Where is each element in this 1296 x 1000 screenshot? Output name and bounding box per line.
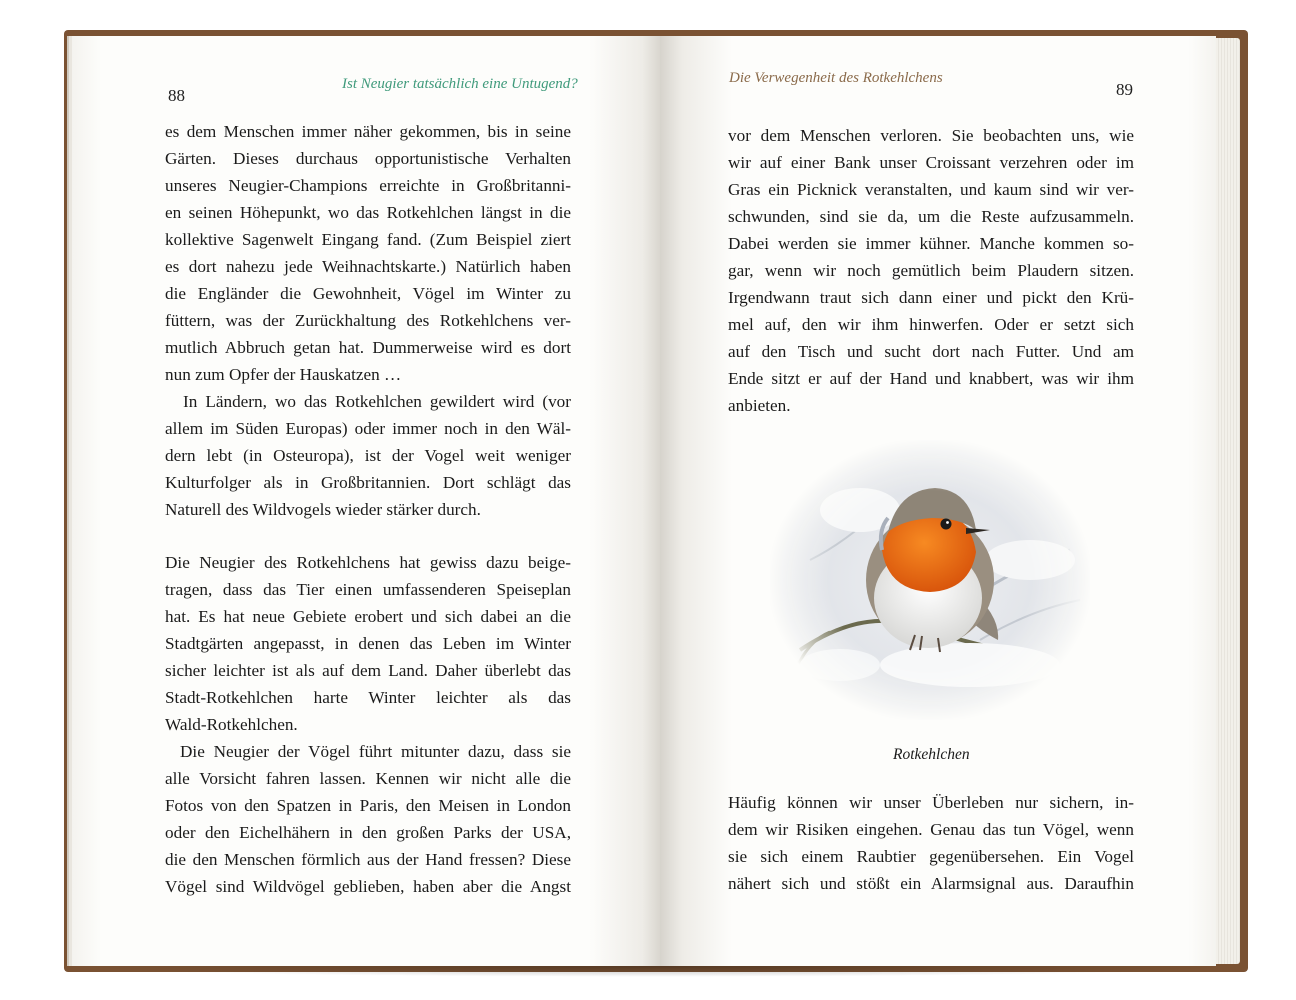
text-line: Naturell des Wildvogels wieder stärker durch. bbox=[165, 500, 481, 519]
text-line: alle Vorsicht fahren lassen. Kennen wir nicht alle die bbox=[165, 769, 571, 788]
text-line: nähert sich und stößt ein Alarmsignal aus. Daraufhin bbox=[728, 874, 1134, 893]
text-line: unseres Neugier-Champions erreichte in Großbritanni- bbox=[165, 176, 571, 195]
running-head-right: Die Verwegenheit des Rotkehlchens bbox=[729, 70, 943, 86]
text-line: die Engländer die Gewohnheit, Vögel im Winter zu bbox=[165, 284, 571, 303]
text-line: mutlich Abbruch getan hat. Dummerweise wird es dort bbox=[165, 338, 571, 357]
text-line: schwunden, sind sie da, um die Reste aufzusammeln. bbox=[728, 207, 1134, 226]
text-line: wir auf einer Bank unser Croissant verzehren oder im bbox=[728, 153, 1134, 172]
text-line: nun zum Opfer der Hauskatzen … bbox=[165, 365, 402, 384]
text-line: dem wir Risiken eingehen. Genau das tun Vögel, wenn bbox=[728, 820, 1134, 839]
text-line: Die Neugier des Rotkehlchens hat gewiss dazu beige- bbox=[165, 553, 571, 572]
text-line: Irgendwann traut sich dann einer und pickt den Krü- bbox=[728, 288, 1134, 307]
text-line: die den Menschen förmlich aus der Hand fressen? Diese bbox=[165, 850, 571, 869]
text-line: Wald-Rotkehlchen. bbox=[165, 715, 298, 734]
text-line: füttern, was der Zurückhaltung des Rotkehlchens ver- bbox=[165, 311, 571, 330]
text-line: hat. Es hat neue Gebiete erobert und sich dabei an die bbox=[165, 607, 571, 626]
text-line: gar, wenn wir noch gemütlich beim Plaudern sitzen. bbox=[728, 261, 1134, 280]
page-edges bbox=[1216, 38, 1240, 964]
text-line: tragen, dass das Tier einen umfassenderen Speiseplan bbox=[165, 580, 571, 599]
text-line: Häufig können wir unser Überleben nur sichern, in- bbox=[728, 793, 1134, 812]
text-line: Fotos von den Spatzen in Paris, den Meisen in London bbox=[165, 796, 571, 815]
text-line: es dem Menschen immer näher gekommen, bis in seine bbox=[165, 122, 571, 141]
text-line: Vögel sind Wildvögel geblieben, haben aber die Angst bbox=[165, 877, 571, 896]
text-line: mel auf, den wir ihm hinwerfen. Oder er setzt sich bbox=[728, 315, 1134, 334]
robin-photo bbox=[770, 440, 1090, 720]
text-line: oder den Eichelhähern in den großen Parks der USA, bbox=[165, 823, 571, 842]
text-line: Stadtgärten angepasst, in denen das Leben im Winter bbox=[165, 634, 571, 653]
text-line: sicher leichter ist als auf dem Land. Daher überlebt das bbox=[165, 661, 571, 680]
text-line: sie sich einem Raubtier gegenübersehen. Ein Vogel bbox=[728, 847, 1134, 866]
figure-caption: Rotkehlchen bbox=[893, 746, 970, 763]
text-line: en seinen Höhepunkt, wo das Rotkehlchen längst in die bbox=[165, 203, 571, 222]
text-line: vor dem Menschen verloren. Sie beobachten uns, wie bbox=[728, 126, 1134, 145]
text-line: In Ländern, wo das Rotkehlchen gewildert wird (vor bbox=[183, 392, 571, 411]
text-line: Stadt-Rotkehlchen harte Winter leichter als das bbox=[165, 688, 571, 707]
text-line: Ende sitzt er auf der Hand und knabbert, was wir ihm bbox=[728, 369, 1134, 388]
text-line: es dort nahezu jede Weihnachtskarte.) Natürlich haben bbox=[165, 257, 571, 276]
text-line: Kulturfolger als in Großbritannien. Dort schlägt das bbox=[165, 473, 571, 492]
page-number-left: 88 bbox=[168, 86, 185, 105]
text-line: allem im Süden Europas) oder immer noch in den Wäl- bbox=[165, 419, 571, 438]
running-head-left: Ist Neugier tatsächlich eine Untugend? bbox=[342, 76, 578, 92]
text-line: Die Neugier der Vögel führt mitunter dazu, dass sie bbox=[180, 742, 571, 761]
text-line: auf den Tisch und sucht dort nach Futter. Und am bbox=[728, 342, 1134, 361]
text-line: Gärten. Dieses durchaus opportunistische Verhalten bbox=[165, 149, 571, 168]
text-line: kollektive Sagenwelt Eingang fand. (Zum Beispiel ziert bbox=[165, 230, 571, 249]
text-line: anbieten. bbox=[728, 396, 791, 415]
page-number-right: 89 bbox=[1116, 80, 1133, 99]
text-line: Dabei werden sie immer kühner. Manche kommen so- bbox=[728, 234, 1134, 253]
text-line: dern lebt (in Osteuropa), ist der Vogel weit weniger bbox=[165, 446, 571, 465]
text-line: Gras ein Picknick veranstalten, und kaum sind wir ver- bbox=[728, 180, 1134, 199]
